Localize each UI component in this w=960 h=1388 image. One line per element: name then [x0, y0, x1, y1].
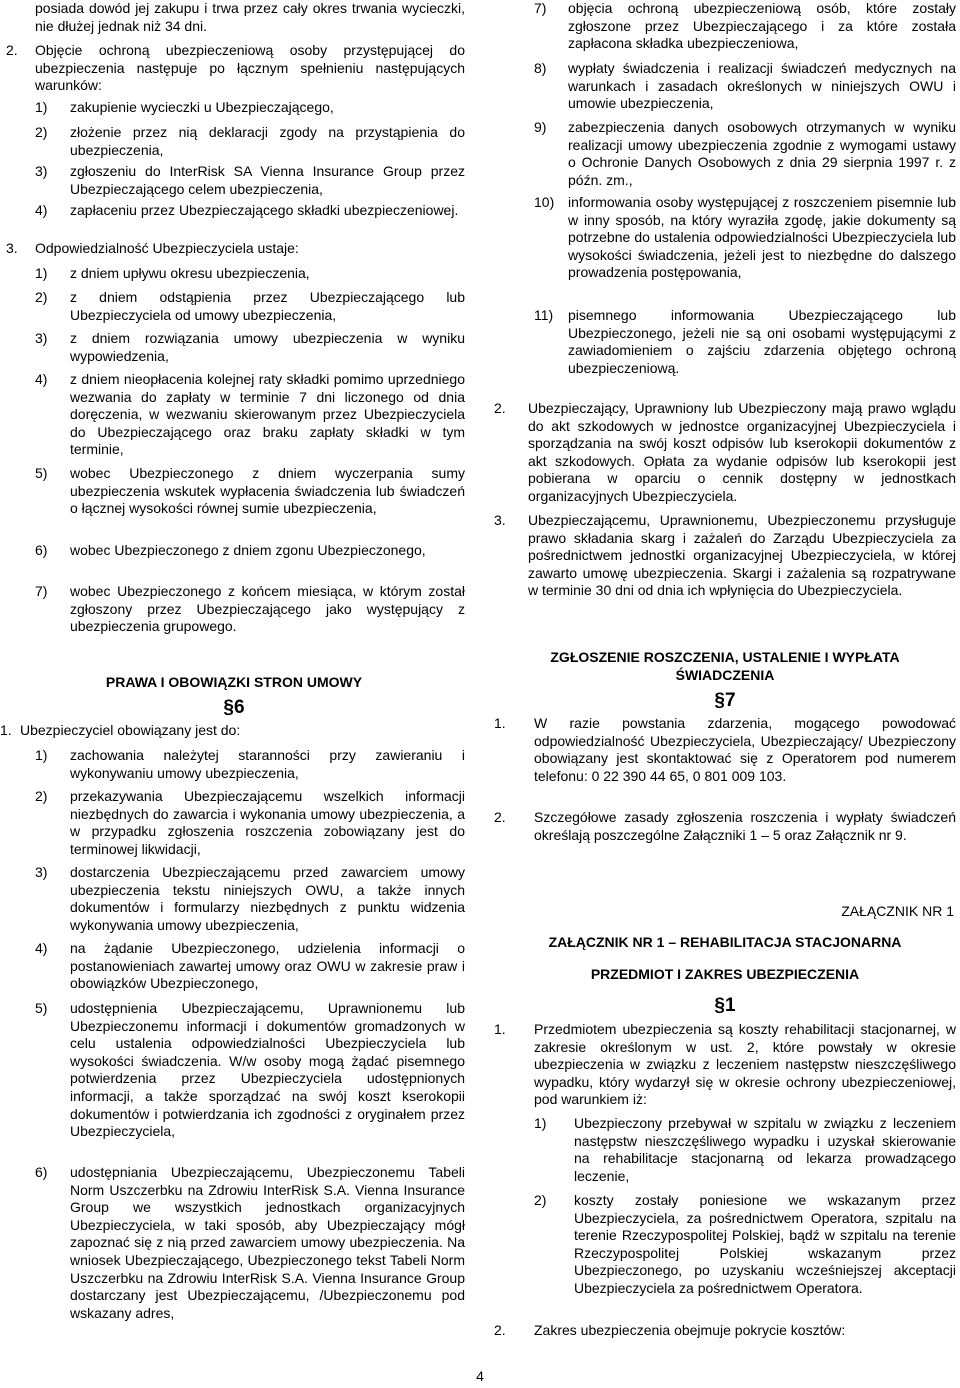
page-number: 4 [476, 1368, 484, 1384]
section-3 [0, 240, 468, 258]
item-text: pisemnego informowania Ubezpieczającego lub Ubezpieczonego, jeżeli nie są oni osobami występującymi z zawiadomieniem o zajściu zdarzenia objętego ochroną ubezpieczeniową. [568, 307, 956, 376]
item-text: wobec Ubezpieczonego z dniem zgonu Ubezpieczonego, [70, 542, 426, 558]
section-heading: ZGŁOSZENIE ROSZCZENIA, USTALENIE I WYPŁATA ŚWIADCZENIA [550, 649, 900, 683]
section-number: 3. [6, 240, 18, 256]
section-number: 3. [494, 512, 506, 528]
list-item [35, 330, 465, 365]
item-text: udostępnienia Ubezpieczającemu, Uprawnionemu lub Ubezpieczonemu informacji i dokumentów gromadzonych w celu ustalenia odpowiedzialności Ubezpieczyciela lub wysokości świadczenia. W/w osoby mogą żądać pisemnego potwierdzenia przez Ubezpieczyciela udostępnionych informacji, a także sporządzać na swój koszt kserokopii dokumentów i potwierdzania ich zgodności z oryginałem przez Ubezpieczyciela, [70, 1000, 465, 1140]
section-6-2 [494, 400, 956, 506]
item-number: 1) [35, 747, 48, 763]
item-text: z dniem rozwiązania umowy ubezpieczenia w wyniku wypowiedzenia, [70, 330, 465, 364]
annex-label: ZAŁĄCZNIK NR 1 [841, 903, 954, 919]
item-number: 3) [35, 864, 48, 880]
section-text: Odpowiedzialność Ubezpieczyciela ustaje: [35, 240, 299, 256]
list-item [35, 1164, 465, 1322]
section-number: 1. [494, 715, 506, 731]
item-number: 10) [534, 194, 555, 210]
subject-heading: PRZEDMIOT I ZAKRES UBEZPIECZENIA [590, 966, 860, 982]
section-text: Ubezpieczającemu, Uprawnionemu, Ubezpieczonemu przysługuje prawo składania skarg i zażaleń do Zarządu Ubezpieczyciela za pośrednictwem jednostki organizacyjnej Ubezpieczyciela, w której zawarto umowę ubezpieczenia. Skargi i zażalenia są rozpatrywane w terminie 30 dni od dnia ich wpłynięcia do Ubezpieczyciela. [528, 512, 956, 599]
item-number: 1) [35, 99, 48, 115]
item-number: 9) [534, 119, 547, 135]
section-number: 2. [494, 1322, 506, 1338]
item-number: 7) [534, 0, 547, 16]
item-number: 1) [35, 265, 48, 281]
item-text: objęcia ochroną ubezpieczeniową osób, które zostały zgłoszone przez Ubezpieczającego i za które została zapłacona składka ubezpieczeniowa, [568, 0, 956, 52]
item-text: wobec Ubezpieczonego z dniem wyczerpania sumy ubezpieczenia wskutek wypłacenia świadczenia lub świadczeń o łącznej wysokości równej sumie ubezpieczenia, [70, 465, 465, 517]
item-number: 2) [534, 1192, 547, 1208]
item-text: udostępniania Ubezpieczającemu, Ubezpieczonemu Tabeli Norm Uszczerbku na Zdrowiu InterRisk S.A. Vienna Insurance Group we wszystkich jednostkach organizacyjnych Ubezpieczyciela, w taki sposób, aby Ubezpieczający mógł zapoznać się z nią przed zawarciem umowy ubezpieczenia. Na wniosek Ubezpieczającego, Ubezpieczonego tekst Tabeli Norm Uszczerbku na Zdrowiu InterRisk S.A. Vienna Insurance Group dostarczany jest Ubezpieczającemu, /Ubezpieczonemu pod wskazany adres, [70, 1164, 465, 1321]
item-text: z dniem upływu okresu ubezpieczenia, [70, 265, 310, 281]
item-number: 2) [35, 289, 48, 305]
list-item [35, 371, 465, 459]
annex-section-2 [494, 1322, 956, 1340]
item-text: złożenie przez nią deklaracji zgody na przystąpienia do ubezpieczenia, [70, 124, 465, 158]
list-item [534, 307, 956, 377]
list-item [35, 864, 465, 934]
section-text: Zakres ubezpieczenia obejmuje pokrycie kosztów: [534, 1322, 846, 1338]
item-number: 2) [35, 124, 48, 140]
item-number: 4) [35, 202, 48, 218]
section-number: 2. [6, 42, 18, 58]
list-item [35, 289, 465, 324]
list-item [534, 1192, 956, 1298]
section-number: 1. [494, 1021, 506, 1037]
item-number: 3) [35, 330, 48, 346]
list-item [534, 194, 956, 282]
item-number: 5) [35, 1000, 48, 1016]
item-text: dostarczenia Ubezpieczającemu przed zawarciem umowy ubezpieczenia tekstu niniejszych OWU, a także innych dokumentów i formularzy niezbędnych z punktu widzenia wykonywania umowy ubezpieczenia, [70, 864, 465, 933]
item-number: 11) [534, 307, 554, 323]
item-text: zgłoszeniu do InterRisk SA Vienna Insurance Group przez Ubezpieczającego celem ubezpieczenia, [70, 163, 465, 197]
item-text: wypłaty świadczenia i realizacji świadczeń medycznych na warunkach i zasadach określonych w niniejszych OWU i umowie ubezpieczenia, [568, 60, 956, 112]
item-text: z dniem nieopłacenia kolejnej raty składki pomimo uprzedniego wezwania do zapłaty w terminie 7 dni liczonego od dnia doręczenia, w wezwaniu skierowanym przez Ubezpieczyciela do Ubezpieczającego oraz braku zapłaty składki w tym terminie, [70, 371, 465, 458]
list-item [35, 265, 465, 283]
item-number: 6) [35, 1164, 48, 1180]
annex-title: ZAŁĄCZNIK NR 1 – REHABILITACJA STACJONARNA [548, 934, 902, 950]
item-number: 3) [35, 163, 48, 179]
item-text: Ubezpieczony przebywał w szpitalu w związku z leczeniem następstw nieszczęśliwego wypadku i uzyskał skierowanie na rehabilitacje stacjonarną od lekarza prowadzącego leczenie, [574, 1115, 956, 1184]
list-item [35, 747, 465, 782]
item-number: 5) [35, 465, 48, 481]
list-item [534, 1115, 956, 1185]
section-number: 2. [494, 809, 506, 825]
item-number: 2) [35, 788, 48, 804]
list-item [35, 202, 465, 220]
section-text: Szczegółowe zasady zgłoszenia roszczenia i wypłaty świadczeń określają poszczególne Załączniki 1 – 5 oraz Załącznik nr 9. [534, 809, 956, 843]
section-text: Ubezpieczyciel obowiązany jest do: [20, 722, 241, 738]
section-number: 2. [494, 400, 506, 416]
section-6-3 [494, 512, 956, 600]
item-text: na żądanie Ubezpieczonego, udzielenia informacji o postanowieniach zawartej umowy oraz OWU w zakresie praw i obowiązków Ubezpieczonego, [70, 940, 465, 992]
list-item [35, 163, 465, 198]
paragraph-sign: §1 [714, 995, 736, 1016]
list-item [534, 0, 956, 53]
list-item [35, 788, 465, 858]
section-7-1 [494, 715, 956, 785]
list-item [35, 940, 465, 993]
list-item [534, 60, 956, 113]
intro-paragraph: posiada dowód jej zakupu i trwa przez cały okres trwania wycieczki, nie dłużej jednak niż 34 dni. [35, 0, 465, 34]
list-item [35, 465, 465, 518]
list-item [35, 542, 465, 560]
item-number: 4) [35, 940, 48, 956]
paragraph-sign: §6 [223, 697, 245, 718]
section-text: W razie powstania zdarzenia, mogącego powodować odpowiedzialność Ubezpieczyciela, Ubezpieczający/ Ubezpieczony obowiązany jest skontaktować się z Operatorem pod numerem telefonu: 0 22 390 44 65, 0 801 009 103. [534, 715, 956, 784]
item-number: 7) [35, 583, 48, 599]
item-text: wobec Ubezpieczonego z końcem miesiąca, w którym został zgłoszony przez Ubezpieczającego jako występujący z ubezpieczenia grupowego. [70, 583, 465, 635]
section-text: Ubezpieczający, Uprawniony lub Ubezpieczony mają prawo wglądu do akt szkodowych w jednostce organizacyjnej Ubezpieczyciela i sporządzania na swój koszt odpisów lub kserokopii dokumentów z akt szkodowych. Opłata za wydanie odpisów lub kserokopii jest pobierana w oparciu o cennik dostępny w jednostkach organizacyjnych Ubezpieczyciela. [528, 400, 956, 504]
section-text: Przedmiotem ubezpieczenia są koszty rehabilitacji stacjonarnej, w zakresie określonym w ust. 2, które powstały w okresie ubezpieczenia w związku z leczeniem następstw nieszczęśliwego wypadku, który wydarzył się w okresie ochrony ubezpieczeniowej, pod warunkiem iż: [534, 1021, 956, 1108]
item-text: zabezpieczenia danych osobowych otrzymanych w wyniku realizacji umowy ubezpieczenia zgodnie z wymogami ustawy o Ochronie Danych Osobowych z dnia 29 sierpnia 1997 r. z późn. zm., [568, 119, 956, 188]
list-item [35, 124, 465, 159]
section-2 [0, 42, 468, 95]
list-item [35, 1000, 465, 1141]
item-text: z dniem odstąpienia przez Ubezpieczającego lub Ubezpieczyciela od umowy ubezpieczenia, [70, 289, 465, 323]
section-heading: PRAWA I OBOWIĄZKI STRON UMOWY [105, 674, 363, 690]
annex-section-1 [494, 1021, 956, 1109]
list-item [35, 583, 465, 636]
item-text: zapłaceniu przez Ubezpieczającego składki ubezpieczeniowej. [70, 202, 459, 218]
item-text: koszty zostały poniesione we wskazanym przez Ubezpieczyciela, za pośrednictwem Operatora, szpitalu na terenie Rzeczypospolitej Polskiej, bądź w szpitalu na terenie Rzeczypospolitej Polskiej wskazanym przez Ubezpieczonego, po uzyskaniu wcześniejszej akceptacji Ubezpieczyciela za pośrednictwem Operatora. [574, 1192, 956, 1296]
section-text: Objęcie ochroną ubezpieczeniową osoby przystępującej do ubezpieczenia następuje po łącznym spełnieniu następujących warunków: [35, 42, 465, 94]
item-number: 6) [35, 542, 48, 558]
item-text: przekazywania Ubezpieczającemu wszelkich informacji niezbędnych do zawarcia i wykonania umowy ubezpieczenia, a w przypadku zgłoszenia roszczenia zobowiązany jest do terminowej likwidacji, [70, 788, 465, 857]
section-6-1 [0, 722, 468, 740]
list-item [534, 119, 956, 189]
item-text: informowania osoby występującej z roszczeniem pisemnie lub w inny sposób, na który wyraziła zgodę, jakie dokumenty są potrzebne do ustalenia odpowiedzialności Ubezpieczyciela lub wysokości świadczenia, jeżeli jest to niezbędne do dalszego prowadzenia postępowania, [568, 194, 956, 281]
item-text: zakupienie wycieczki u Ubezpieczającego, [70, 99, 334, 115]
item-number: 4) [35, 371, 48, 387]
paragraph-sign: §7 [714, 690, 736, 711]
list-item [35, 99, 465, 117]
item-number: 8) [534, 60, 547, 76]
item-number: 1) [534, 1115, 547, 1131]
section-7-2 [494, 809, 956, 844]
item-text: zachowania należytej staranności przy zawieraniu i wykonywaniu umowy ubezpieczenia, [70, 747, 465, 781]
section-number: 1. [0, 722, 12, 738]
